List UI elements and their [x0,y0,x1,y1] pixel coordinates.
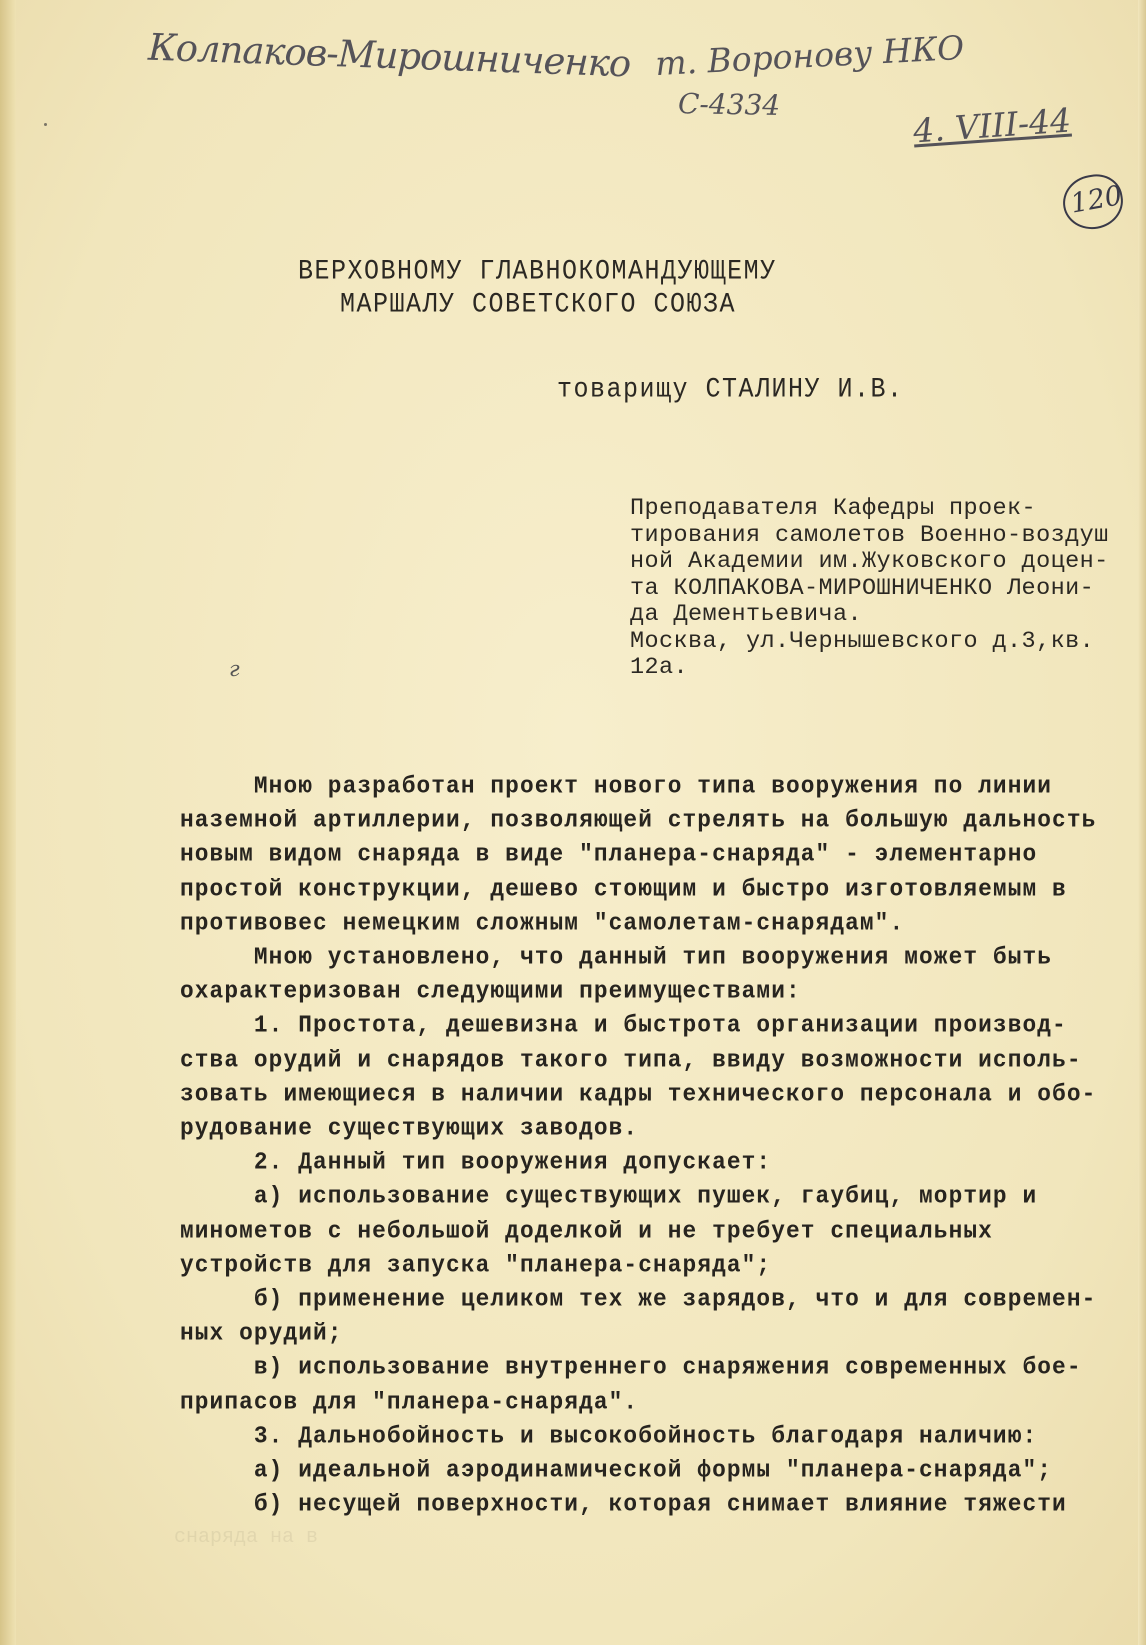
sender-block [630,496,1109,682]
letter-body [180,769,1100,1521]
handwritten-registration-number: С-4334 [677,87,781,122]
body-line: б) несущей поверхности, которая снимает влияние тяжести [180,1490,1067,1518]
body-line: противовес немецким сложным "самолетам-снарядам". [180,909,905,937]
handwritten-addressee-note: т. Воронову НКО [654,27,966,84]
body-line: Мною разработан проект нового типа вооружения по линии [180,772,1053,800]
body-line: а) использование существующих пушек, гаубиц, мортир и [180,1182,1038,1211]
body-line: охарактеризован следующими преимуществами: [180,977,801,1005]
page-number: 120 [1068,180,1125,220]
body-line: наземной артиллерии, позволяющей стрелять на большую дальность [180,806,1097,834]
body-line: в) использование внутреннего снаряжения современных бое- [180,1353,1082,1382]
sender-line: ной Академии им.Жуковского доцен- [630,548,1109,575]
addressee-name: товарищу СТАЛИНУ И.В. [557,373,904,406]
handwritten-author-name: Колпаков-Мирошниченко [147,25,631,86]
handwritten-tick: г [229,657,240,681]
page-number-circle [1059,170,1127,234]
body-line: 3. Дальнобойность и высокобойность благодаря наличию: [180,1422,1038,1450]
page-edge-left [0,0,16,1645]
body-line: устройств для запуска "планера-снаряда"; [180,1251,772,1279]
body-line: минометов с небольшой доделкой и не требует специальных [180,1216,993,1245]
sender-line: Москва, ул.Чернышевского д.3,кв. [630,627,1095,655]
body-line: б) применение целиком тех же зарядов, что и для современ- [180,1285,1097,1313]
body-line: ных орудий; [180,1319,343,1347]
sender-line: да Дементьевича. [630,601,863,628]
body-line: рудование существующих заводов. [180,1114,639,1142]
body-line: а) идеальной аэродинамической формы "планера-снаряда"; [180,1456,1053,1484]
body-line: новым видом снаряда в виде "планера-снаряда" - элементарно [180,840,1038,869]
body-line: ства орудий и снарядов такого типа, ввиду возможности исполь- [180,1045,1082,1074]
addressee-title-line-2: МАРШАЛУ СОВЕТСКОГО СОЮЗА [340,288,737,321]
body-line: 2. Данный тип вооружения допускает: [180,1148,772,1176]
addressee-title-line-1: ВЕРХОВНОМУ ГЛАВНОКОМАНДУЮЩЕМУ [298,255,777,288]
page-edge-right [1138,0,1146,1645]
body-line: Мною установлено, что данный тип вооружения может быть [180,943,1053,971]
body-line: простой конструкции, дешево стоющим и быстро изготовляемым в [180,874,1067,903]
body-line: 1. Простота, дешевизна и быстрота организации производ- [180,1011,1067,1040]
handwritten-date: 4. VIII-44 [911,100,1073,151]
body-line: припасов для "планера-снаряда". [180,1388,639,1416]
sender-line: та КОЛПАКОВА-МИРОШНИЧЕНКО Леони- [630,574,1095,602]
sender-line: Преподавателя Кафедры проек- [630,495,1037,522]
sender-line: тирования самолетов Военно-воздуш [630,521,1109,549]
paper-mark [44,123,47,126]
body-line: зовать имеющиеся в наличии кадры технического персонала и обо- [180,1080,1097,1108]
sender-line: 12а. [630,654,689,681]
bleed-through-text: снаряда на в [174,1526,319,1549]
